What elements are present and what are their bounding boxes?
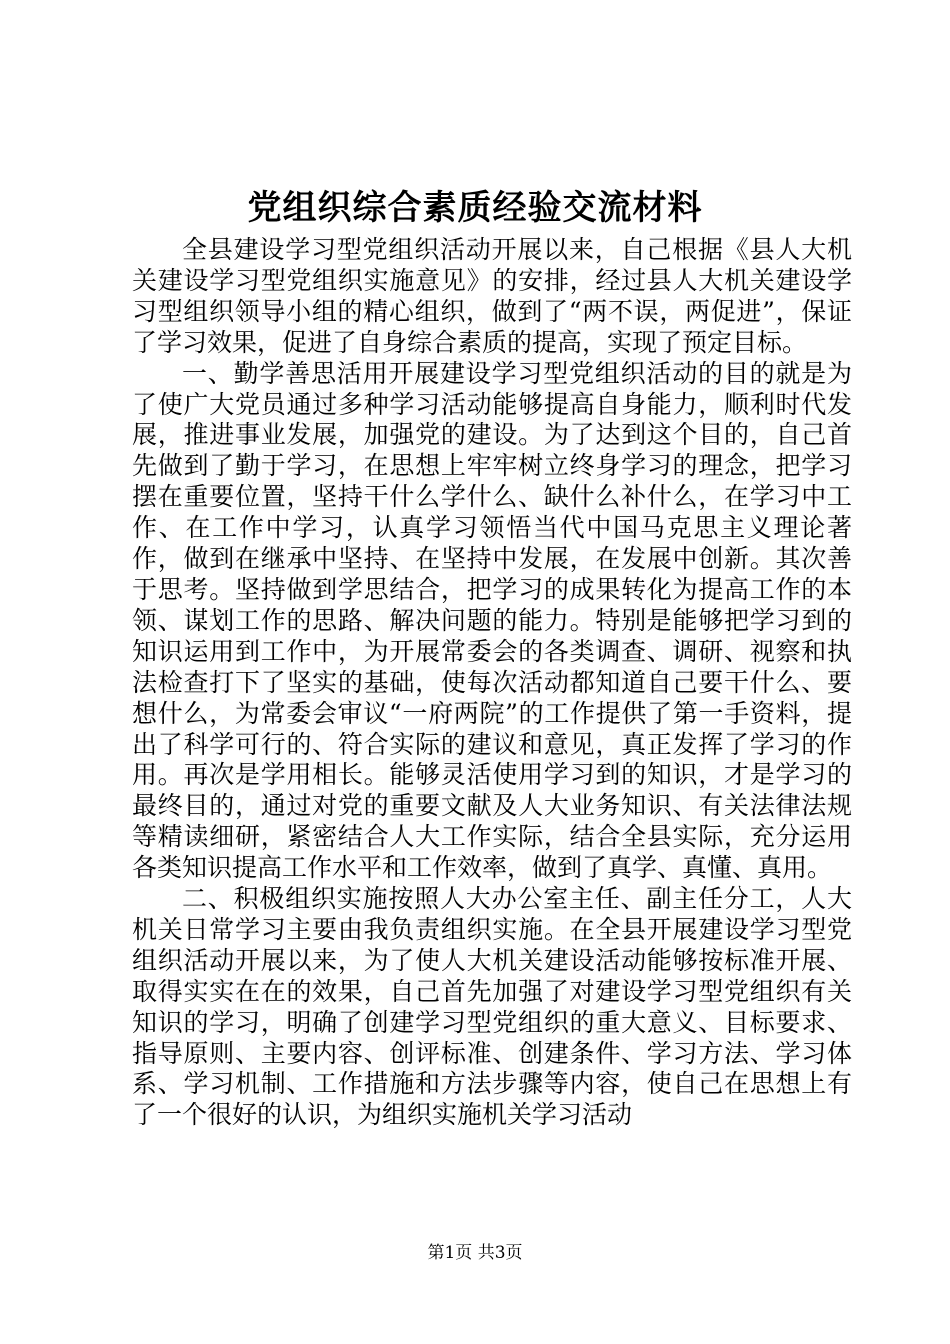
document-title: 党组织综合素质经验交流材料	[247, 188, 703, 228]
document-body	[132, 235, 852, 1131]
paragraph-section-two: 二、积极组织实施按照人大办公室主任、副主任分工，人大机关日常学习主要由我负责组织实施。在全县开展建设学习型党组织活动开展以来，为了使人大机关建设活动能够按标准开展、取得实实在在的效果，自己首先加强了对建设学习型党组织有关知识的学习，明确了创建学习型党组织的重大意义、目标要求、指导原则、主要内容、创评标准、创建条件、学习方法、学习体系、学习机制、工作措施和方法步骤等内容，使自己在思想上有了一个很好的认识，为组织实施机关学习活动	[132, 884, 852, 1130]
page-number-footer: 第1页 共3页	[427, 1243, 523, 1263]
paragraph-section-one: 一、勤学善思活用开展建设学习型党组织活动的目的就是为了使广大党员通过多种学习活动能够提高自身能力，顺利时代发展，推进事业发展，加强党的建设。为了达到这个目的，自己首先做到了勤于学习，在思想上牢牢树立终身学习的理念，把学习摆在重要位置，坚持干什么学什么、缺什么补什么，在学习中工作、在工作中学习，认真学习领悟当代中国马克思主义理论著作，做到在继承中坚持、在坚持中发展，在发展中创新。其次善于思考。坚持做到学思结合，把学习的成果转化为提高工作的本领、谋划工作的思路、解决问题的能力。特别是能够把学习到的知识运用到工作中，为开展常委会的各类调查、调研、视察和执法检查打下了坚实的基础，使每次活动都知道自己要干什么、要想什么，为常委会审议“一府两院”的工作提供了第一手资料，提出了科学可行的、符合实际的建议和意见，真正发挥了学习的作用。再次是学用相长。能够灵活使用学习到的知识，才是学习的最终目的，通过对党的重要文献及人大业务知识、有关法律法规等精读细研，紧密结合人大工作实际，结合全县实际，充分运用各类知识提高工作水平和工作效率，做到了真学、真懂、真用。	[132, 358, 852, 883]
paragraph-intro: 全县建设学习型党组织活动开展以来，自己根据《县人大机关建设学习型党组织实施意见》的安排，经过县人大机关建设学习型组织领导小组的精心组织，做到了“两不误，两促进”，保证了学习效果，促进了自身综合素质的提高，实现了预定目标。	[132, 235, 852, 357]
